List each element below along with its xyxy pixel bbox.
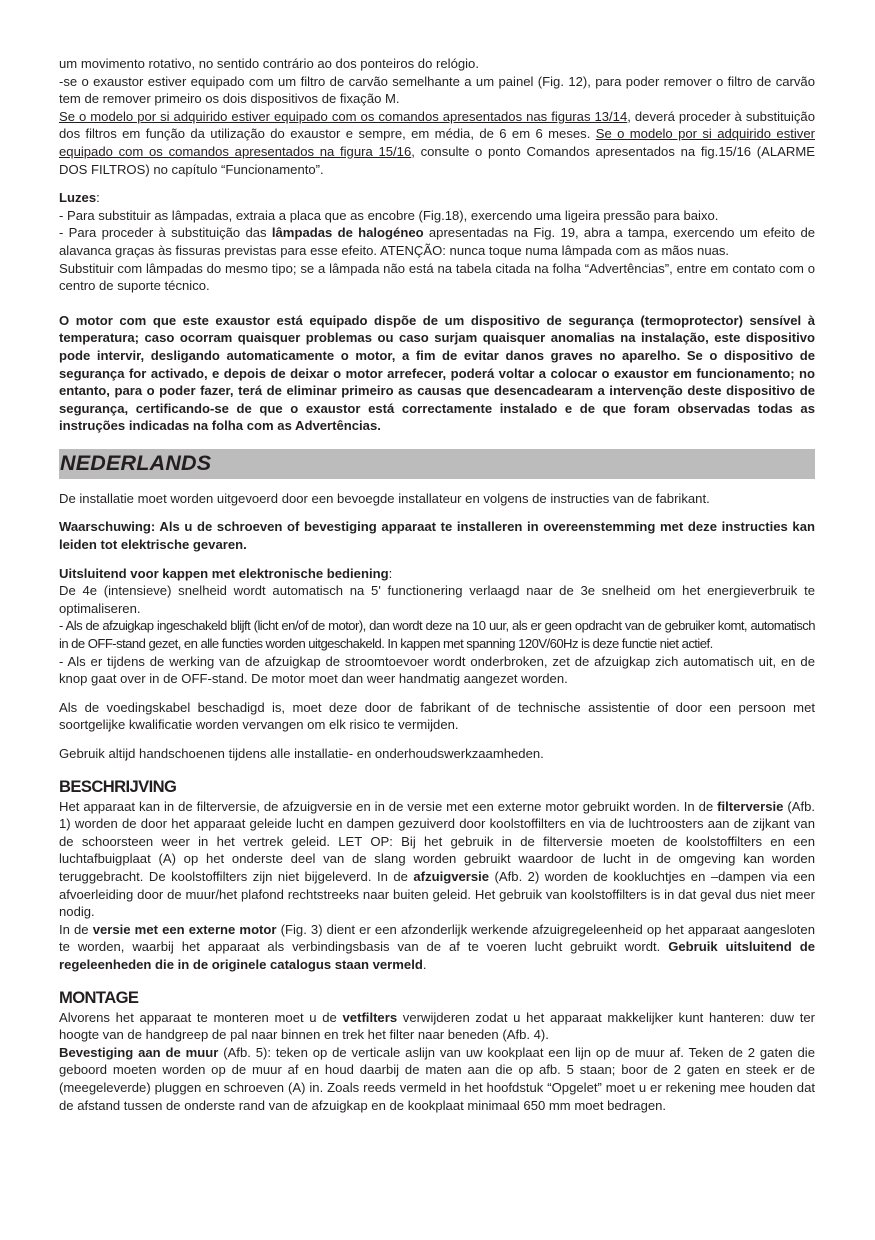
pt-carbon-panel-filter: -se o exaustor estiver equipado com um filtro de carvão semelhante a um painel (Fig. 12), para poder remover o filtro de carvão tem de remover primeiro os dois dispositivos de fixação M.	[59, 73, 815, 107]
nl-desc-part-2: (Afb. 1) worden de door het apparaat geleide lucht en dampen gezuiverd door koolstoffilters en via de luchtroosters aan de zijkant van de schoorsteen weer in het vertrek geleid. LET OP: Bij het gebruik in de filterversie moeten de koolstoffilters en een luchtafbuigplaat (A) op het onderste deel van de slang worden gebruikt waardoor de lucht in de omgeving kan worden teruggebracht. De koolstoffilters zijn niet bijgeleverd. In de	[59, 798, 815, 884]
pt-filter-replacement	[59, 108, 815, 178]
pt-lights-title: Luzes	[59, 190, 97, 206]
pt-filter-rotation-line: um movimento rotativo, no sentido contrário ao dos ponteiros do relógio.	[59, 56, 479, 71]
pt-model-13-14-note: Se o modelo por si adquirido estiver equipado com os comandos apresentados nas figuras 13/14	[59, 108, 628, 124]
nl-filter-version: filterversie	[717, 798, 784, 814]
nl-grease-filter-removal	[59, 1009, 815, 1044]
nl-desc-part-3: (Afb. 2) worden de kookluchtjes en –dampen via een afvoerleiding door de muur/het plafond rechtstreeks naar buiten geleid. Het gebruik van koolstoffilters is in dat geval dus niet meer nodig.	[59, 868, 815, 920]
nl-original-units-only: Gebruik uitsluitend de regeleenheden die in de originele catalogus staan vermeld	[59, 939, 815, 972]
pt-lights-step-2-a: - Para proceder à substituição das	[59, 225, 272, 241]
nl-wall-mounting-title: Bevestiging aan de muur	[59, 1044, 219, 1060]
nl-mount-part-2: verwijderen zodat u het apparaat makkelijker kunt hanteren: duw ter hoogte van de handgreep de pal naar binnen en trek het filter naar beneden (Afb. 4).	[59, 1009, 815, 1043]
nl-mount-part-1: Alvorens het apparaat te monteren moet u de	[59, 1009, 343, 1025]
nl-mounting-heading: MONTAGE	[59, 987, 139, 1007]
nl-exhaust-version: afzuigversie	[413, 868, 490, 884]
pt-lights-step-3: Substituir com lâmpadas do mesmo tipo; se a lâmpada não está na tabela citada na folha “Advertências”, entre em contato com o centro de suporte técnico.	[59, 260, 815, 294]
section-title: NEDERLANDS	[60, 451, 212, 476]
nl-electronic-heading	[59, 565, 815, 583]
nl-wall-mounting	[59, 1044, 815, 1114]
pt-lights-step-2	[59, 224, 815, 259]
nl-speed-reduction: De 4e (intensieve) snelheid wordt automatisch na 5' functionering verlaagd naar de 3e snelheid om het energieverbruik te optimaliseren.	[59, 583, 815, 616]
nl-power-cable-note: Als de voedingskabel beschadigd is, moet deze door de fabrikant of de technische assistentie of door een persoon met soortgelijke kwalificatie worden vervangen om elk risico te vermijden.	[59, 699, 815, 733]
nl-description-heading: BESCHRIJVING	[59, 776, 177, 796]
nl-gloves-note: Gebruik altijd handschoenen tijdens alle installatie- en onderhoudswerkzaamheden.	[59, 746, 544, 761]
nl-desc-part-4: In de	[59, 921, 93, 937]
nl-external-motor-text	[59, 921, 815, 974]
nl-auto-off-10h: - Als de afzuigkap ingeschakeld blijft (licht en/of de motor), dan wordt deze na 10 uur, als er geen opdracht van de gebruiker komt, automatisch in de OFF-stand gezet, en alle functies worden uitgeschakeld. In kappen met spanning 120V/60Hz is deze functie niet actief.	[59, 618, 815, 652]
nl-electronic-colon: :	[388, 565, 393, 581]
pt-filter-alarm-reference: , consulte o ponto Comandos apresentados na fig.15/16 (ALARME DOS FILTROS) no capítulo “Funcionamento”.	[59, 143, 815, 177]
nl-grease-filters: vetfilters	[342, 1009, 398, 1025]
nl-desc-part-6: .	[422, 956, 427, 972]
nl-screw-warning: Waarschuwing: Als u de schroeven of bevestiging apparaat te installeren in overeenstemming met deze instructies kan leiden tot elektrische gevaren.	[59, 519, 815, 553]
pt-lights-step-2-c: apresentadas na Fig. 19, abra a tampa, exercendo um efeito de alavanca graças às fissuras previstas para esse efeito. ATENÇÃO: nunca toque numa lâmpada com as mãos nuas.	[59, 225, 816, 258]
pt-halogen-lamps: lâmpadas de halogéneo	[271, 225, 424, 241]
pt-replacement-interval: , deverá proceder à substituição dos filtros em função da utilização do exaustor e sempre, em média, de 6 em 6 meses.	[59, 108, 815, 142]
nl-external-motor-version: versie met een externe motor	[92, 921, 277, 937]
pt-lights-heading	[59, 189, 815, 207]
pt-lights-colon: :	[96, 190, 100, 206]
section-banner-nederlands	[59, 449, 815, 479]
manual-page	[59, 55, 815, 1114]
pt-model-15-16-note: Se o modelo por si adquirido estiver equipado com os comandos apresentados na figura 15/16	[59, 126, 815, 159]
nl-electronic-title: Uitsluitend voor kappen met elektronische bediening	[59, 565, 389, 581]
nl-mount-part-3: (Afb. 5): teken op de verticale aslijn van uw kookplaat een lijn op de muur af. Teken de 2 gaten die geboord moeten worden op de muur af en houd daarbij de maten aan die op afb. 5 staan; boor de 2 gaten en steek er de (meegeleverde) pluggen en schroeven (A) in. Zoals reeds vermeld in het hoofdstuk “Opgelet” moet u er rekening mee houden dat de afstand tussen de onderste rand van de afzuigkap en de kookplaat minimaal 650 mm moet bedragen.	[59, 1044, 815, 1113]
nl-installation-intro: De installatie moet worden uitgevoerd door een bevoegde installateur en volgens de instructies van de fabrikant.	[59, 490, 710, 506]
nl-desc-part-5: (Fig. 3) dient er een afzonderlijk werkende afzuigregeleenheid op het apparaat aangesloten te worden, waarbij het apparaat als verbindingsbasis van de af te voeren lucht gebruikt wordt.	[59, 921, 815, 955]
nl-desc-part-1: Het apparaat kan in de filterversie, de afzuigversie en in de versie met een externe motor gebruikt worden. In de	[59, 798, 718, 814]
nl-power-interruption: - Als er tijdens de werking van de afzuigkap de stroomtoevoer wordt onderbroken, zet de afzuigkap zich automatisch uit, en de knop gaat over in de OFF-stand. De motor moet dan weer handmatig aangezet worden.	[59, 653, 815, 687]
pt-lights-step-1: - Para substituir as lâmpadas, extraia a placa que as encobre (Fig.18), exercendo uma ligeira pressão para baixo.	[59, 207, 719, 223]
pt-motor-thermal-warning: O motor com que este exaustor está equipado dispõe de um dispositivo de segurança (termoprotector) sensível à temperatura; caso ocorram quaisquer problemas ou caso surjam quaisquer anomalias na instalação, este dispositivo pode intervir, desligando automaticamente o motor, a fim de evitar danos graves no aparelho. Se o dispositivo de segurança for activado, e depois de deixar o motor arrefecer, poderá voltar a colocar o exaustor em funcionamento; no entanto, para o poder fazer, terá de eliminar primeiro as causas que desencadearam a intervenção deste dispositivo de segurança, certificando-se de que o exaustor está correctamente instalado e de que foram observadas todas as instruções indicadas na folha com as Advertências.	[59, 312, 815, 434]
nl-description-text	[59, 798, 815, 921]
